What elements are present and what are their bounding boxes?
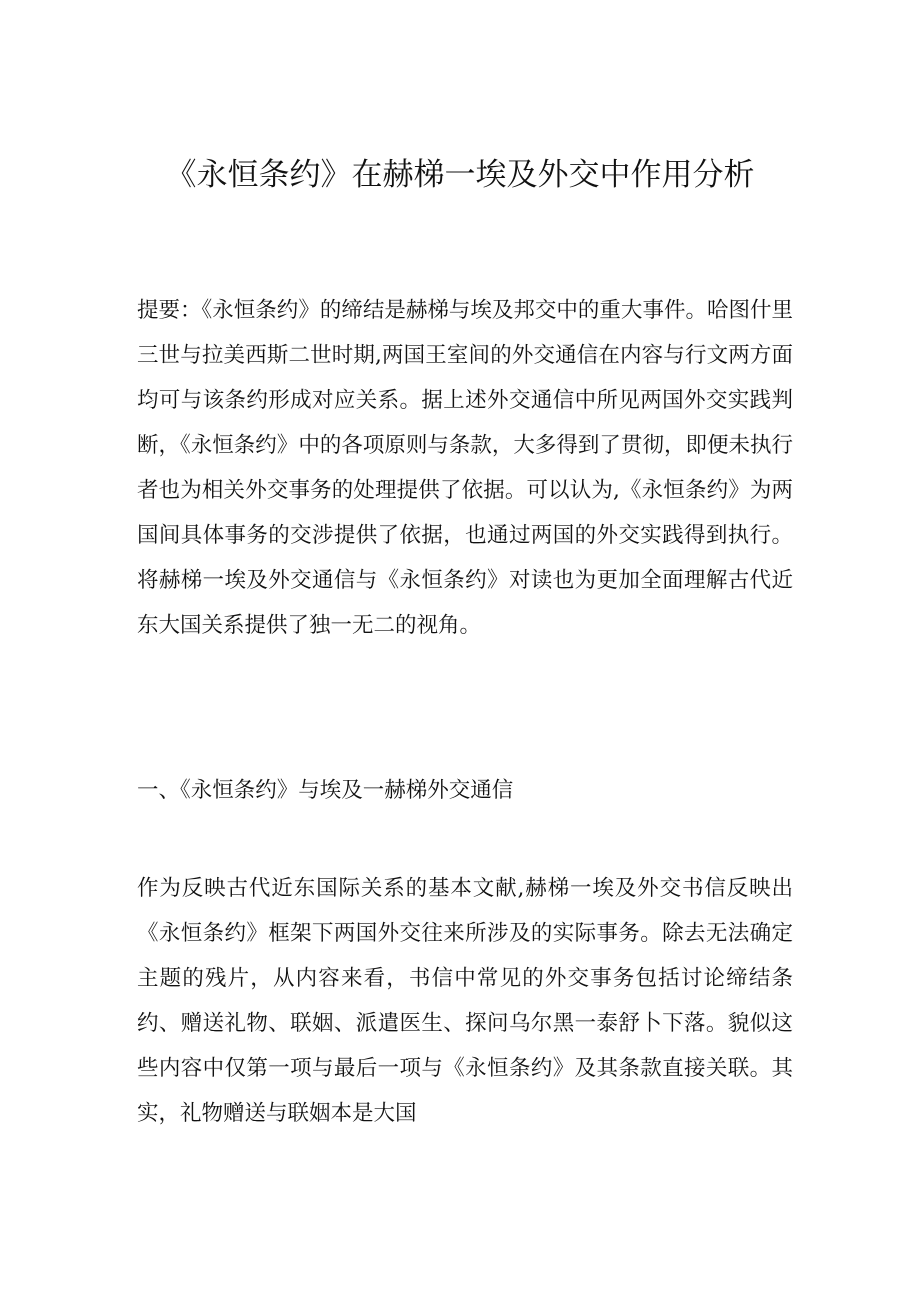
- document-title: 《永恒条约》在赫梯一埃及外交中作用分析: [165, 157, 755, 193]
- abstract-paragraph: 提要：《永恒条约》的缔结是赫梯与埃及邦交中的重大事件。哈图什里三世与拉美西斯二世时期,两国王室间的外交通信在内容与行文两方面均可与该条约形成对应关系。据上述外交通信中所见两国外交实践判断，《永恒条约》中的各项原则与条款，大多得到了贯彻，即便未执行者也为相关外交事务的处理提供了依据。可以认为,《永恒条约》为两国间具体事务的交涉提供了依据，也通过两国的外交实践得到执行。将赫梯一埃及外交通信与《永恒条约》对读也为更加全面理解古代近东大国关系提供了独一无二的视角。: [137, 298, 793, 638]
- body-paragraph: 作为反映古代近东国际关系的基本文献,赫梯一埃及外交书信反映出《永恒条约》框架下两国外交往来所涉及的实际事务。除去无法确定主题的残片，从内容来看，书信中常见的外交事务包括讨论缔结条约、赠送礼物、联姻、派遣医生、探问乌尔黑一泰舒卜下落。貌似这些内容中仅第一项与最后一项与《永恒条约》及其条款直接关联。其实，礼物赠送与联姻本是大国: [137, 876, 793, 1126]
- section-heading: 一、《永恒条约》与埃及一赫梯外交通信: [137, 778, 514, 803]
